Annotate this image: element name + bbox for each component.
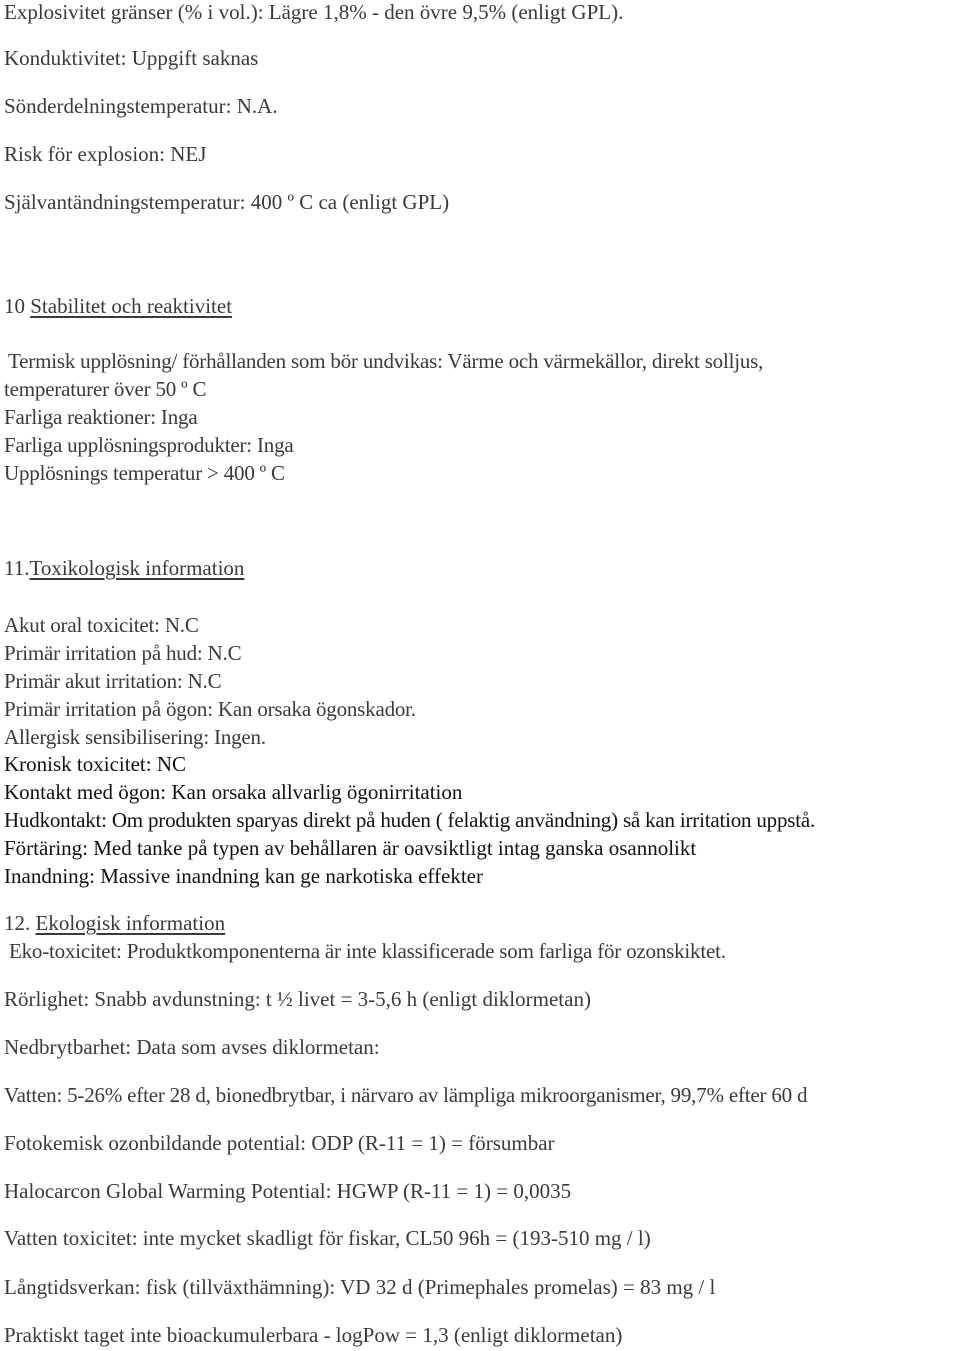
decomposition-temp: Upplösnings temperatur > 400 º C [4,461,285,485]
water-toxicity: Vatten toxicitet: inte mycket skadligt för fiskar, CL50 96h = (193-510 mg / l) [4,1226,651,1250]
section-12-title: Ekologisk information [35,911,226,935]
water-degradation: Vatten: 5-26% efter 28 d, bionedbrytbar, i närvaro av lämpliga mikroorganismer, 99,7% efter 60 d [4,1083,808,1107]
hazardous-decomposition-products: Farliga upplösningsprodukter: Inga [4,433,294,457]
acute-oral-toxicity: Akut oral toxicitet: N.C [4,613,199,637]
decomposition-temperature: Sönderdelningstemperatur: N.A. [4,94,278,118]
ingestion: Förtäring: Med tanke på typen av behållaren är oavsiktligt intag ganska osannolikt [4,836,697,860]
acute-irritation: Primär akut irritation: N.C [4,669,222,693]
section-11-heading [4,556,244,580]
inhalation: Inandning: Massive inandning kan ge narkotiska effekter [4,864,483,888]
autoignition-temperature: Självantändningstemperatur: 400 º C ca (enligt GPL) [4,190,450,214]
eye-contact: Kontakt med ögon: Kan orsaka allvarlig ögonirritation [4,780,463,804]
conductivity: Konduktivitet: Uppgift saknas [4,46,259,70]
explosion-risk: Risk för explosion: NEJ [4,142,207,166]
section-12-number: 12. [4,911,36,935]
thermal-decomposition-line2: temperaturer över 50 º C [4,377,207,401]
section-11-number: 11. [4,556,30,580]
chronic-toxicity: Kronisk toxicitet: NC [4,752,186,776]
skin-contact: Hudkontakt: Om produkten sparyas direkt på huden ( felaktig användning) så kan irritation uppstå. [4,808,816,832]
section-10-title: Stabilitet och reaktivitet [30,294,233,318]
section-10-number: 10 [4,294,31,318]
eye-irritation: Primär irritation på ögon: Kan orsaka ögonskador. [4,697,416,721]
global-warming-potential: Halocarcon Global Warming Potential: HGWP (R-11 = 1) = 0,0035 [4,1179,572,1203]
thermal-decomposition-line1: Termisk upplösning/ förhållanden som bör undvikas: Värme och värmekällor, direkt solljus, [8,349,764,373]
long-term-effects: Långtidsverkan: fisk (tillväxthämning): VD 32 d (Primephales promelas) = 83 mg / l [4,1275,716,1299]
mobility: Rörlighet: Snabb avdunstning: t ½ livet = 3-5,6 h (enligt diklormetan) [4,987,591,1011]
ecotoxicity: Eko-toxicitet: Produktkomponenterna är inte klassificerade som farliga för ozonskiktet. [9,939,726,963]
section-12-heading [4,911,225,935]
section-11-title: Toxikologisk information [29,556,245,580]
bioaccumulation: Praktiskt taget inte bioackumulerbara - logPow = 1,3 (enligt diklormetan) [4,1323,623,1347]
photochemical-ozone-potential: Fotokemisk ozonbildande potential: ODP (R-11 = 1) = försumbar [4,1131,555,1155]
skin-irritation: Primär irritation på hud: N.C [4,641,242,665]
section-10-heading [4,294,232,318]
explosivity-limits: Explosivitet gränser (% i vol.): Lägre 1,8% - den övre 9,5% (enligt GPL). [4,0,624,24]
degradability: Nedbrytbarhet: Data som avses diklormetan: [4,1035,380,1059]
hazardous-reactions: Farliga reaktioner: Inga [4,405,198,429]
allergic-sensitization: Allergisk sensibilisering: Ingen. [4,725,266,749]
